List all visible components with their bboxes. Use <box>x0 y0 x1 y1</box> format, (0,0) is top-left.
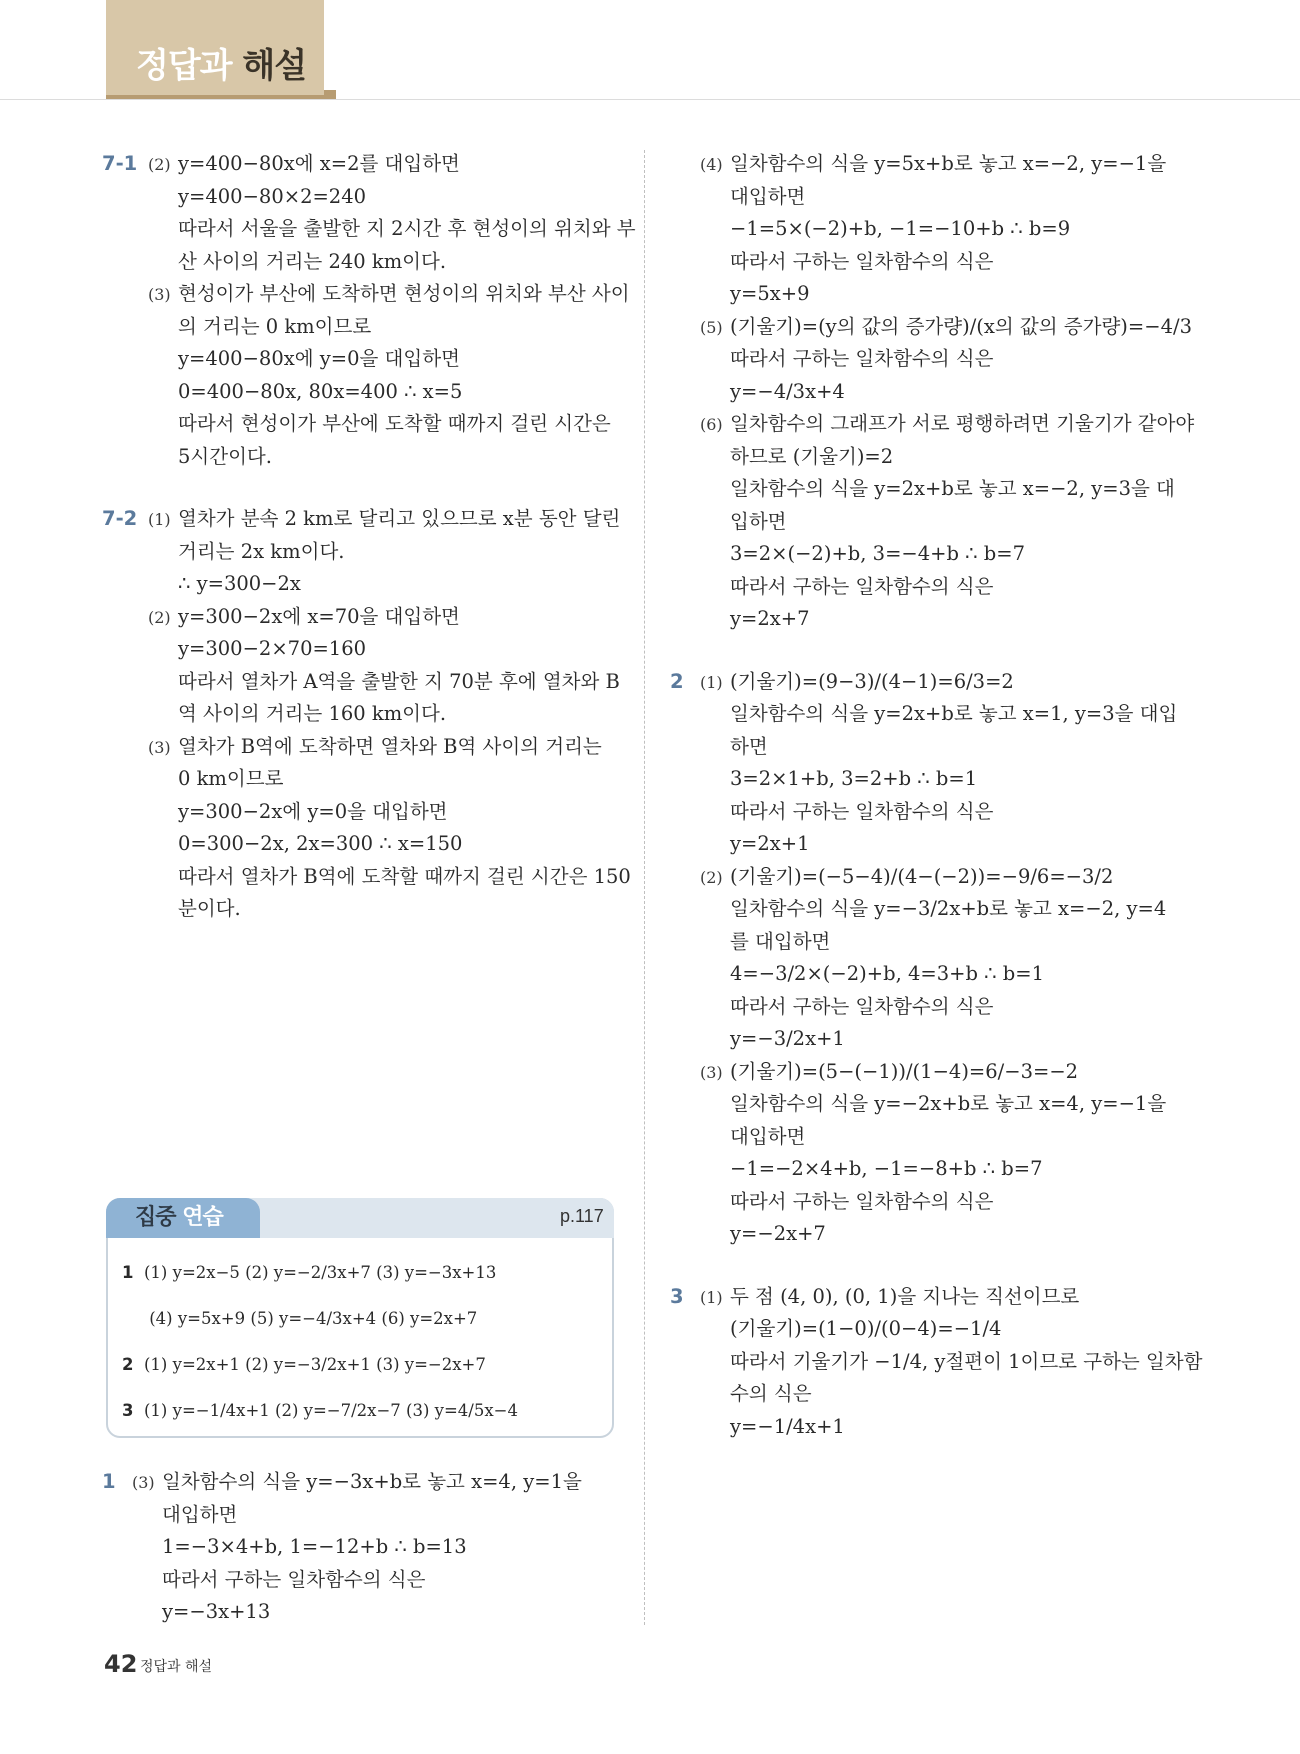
problem-3 <box>670 1281 1203 1444</box>
solution-line <box>670 763 1190 796</box>
solution-text: ∴ y=300−2x <box>178 572 301 595</box>
sub-question-label: (1) <box>148 510 171 529</box>
practice-answer-text: (1) y=−1/4x+1 (2) y=−7/2x−7 (3) y=4/5x−4 <box>144 1401 518 1420</box>
solution-line <box>670 571 1190 604</box>
sub-question-label: (2) <box>700 867 723 887</box>
solution-line <box>670 1023 1190 1056</box>
solution-line <box>102 666 622 699</box>
solution-text: 대입하면 <box>162 1502 238 1526</box>
solution-line <box>670 1218 1190 1251</box>
solution-text: 일차함수의 그래프가 서로 평행하려면 기울기가 같아야 <box>730 412 1195 435</box>
solution-line <box>102 1499 622 1532</box>
solution-text: 1=−3×4+b, 1=−12+b ∴ b=13 <box>162 1535 467 1558</box>
problem-number: 7-2 <box>102 507 138 530</box>
solution-text: y=−3x+13 <box>162 1600 271 1623</box>
solution-line <box>670 1313 1190 1346</box>
solution-text: 3=2×(−2)+b, 3=−4+b ∴ b=7 <box>730 542 1026 565</box>
solution-line <box>670 1153 1190 1186</box>
problem-number: 7-1 <box>102 152 138 175</box>
solution-line <box>670 828 1190 861</box>
page-number: 42 <box>104 1650 138 1678</box>
solution-text: y=−1/4x+1 <box>730 1414 845 1438</box>
solution-text: y=5x+9 <box>730 282 810 305</box>
solution-line <box>102 1596 622 1629</box>
solution-text: 4=−3/2×(−2)+b, 4=3+b ∴ b=1 <box>730 962 1044 985</box>
solution-text: y=2x+7 <box>730 607 810 630</box>
solution-line <box>670 1346 1203 1379</box>
practice-answer-text: (4) y=5x+9 (5) y=−4/3x+4 (6) y=2x+7 <box>144 1309 478 1328</box>
solution-line <box>670 1186 1190 1219</box>
solution-line <box>670 1281 1190 1314</box>
solution-line <box>670 311 1190 344</box>
solution-text: y=2x+1 <box>730 832 810 855</box>
solution-text: (기울기)=(y의 값의 증가량)/(x의 값의 증가량)=−4/3 <box>730 314 1192 338</box>
solution-text: 대입하면 <box>730 184 806 208</box>
solution-text: 일차함수의 식을 y=−3/2x+b로 놓고 x=−2, y=4 <box>730 897 1167 920</box>
solution-line <box>670 731 1190 764</box>
solution-text: 따라서 구하는 일차함수의 식은 <box>730 1189 994 1213</box>
sub-question-label: (2) <box>148 607 171 627</box>
solution-text: 열차가 분속 2 km로 달리고 있으므로 x분 동안 달린 <box>178 507 621 530</box>
solution-text: 0=300−2x, 2x=300 ∴ x=150 <box>178 832 463 855</box>
solution-text: 분이다. <box>178 897 241 920</box>
solution-text: y=−3/2x+1 <box>730 1027 845 1050</box>
solution-text: (기울기)=(−5−4)/(4−(−2))=−9/6=−3/2 <box>730 864 1114 888</box>
problem-number: 1 <box>102 1470 116 1493</box>
solution-text: 따라서 열차가 A역을 출발한 지 70분 후에 열차와 B <box>178 669 620 693</box>
solution-line <box>670 893 1190 926</box>
solution-text: 역 사이의 거리는 160 km이다. <box>178 702 447 725</box>
solution-text: 따라서 서울을 출발한 지 2시간 후 현성이의 위치와 부 <box>178 217 636 240</box>
header-rule <box>0 99 1300 100</box>
solution-line <box>102 893 622 926</box>
problem-number: 2 <box>670 669 684 693</box>
solution-line <box>670 991 1190 1024</box>
solution-line <box>102 213 636 246</box>
solution-line <box>670 408 1195 441</box>
solution-line <box>102 441 622 474</box>
solution-text: 따라서 구하는 일차함수의 식은 <box>730 994 994 1018</box>
solution-line <box>670 246 1190 279</box>
solution-line <box>670 603 1190 636</box>
solution-line <box>102 246 622 279</box>
problem-2 <box>670 666 1190 1251</box>
practice-number: 1 <box>122 1263 134 1282</box>
solution-line <box>670 666 1190 699</box>
solution-text: 따라서 구하는 일차함수의 식은 <box>730 249 994 273</box>
solution-line <box>670 376 1190 409</box>
practice-title <box>135 1200 223 1231</box>
practice-row <box>122 1250 518 1296</box>
sub-question-label: (3) <box>148 737 171 757</box>
solution-text: 의 거리는 0 km이므로 <box>178 314 372 338</box>
solution-line <box>670 343 1190 376</box>
solution-line <box>102 181 622 214</box>
practice-answer-text: (1) y=2x−5 (2) y=−2/3x+7 (3) y=−3x+13 <box>144 1263 497 1282</box>
solution-line <box>670 473 1190 506</box>
solution-text: 를 대입하면 <box>730 929 831 953</box>
solution-text: 일차함수의 식을 y=−3x+b로 놓고 x=4, y=1을 <box>162 1470 582 1493</box>
solution-text: 따라서 구하는 일차함수의 식은 <box>730 347 994 370</box>
solution-text: y=300−2x에 y=0을 대입하면 <box>178 799 448 823</box>
solution-line <box>102 601 622 634</box>
solution-line <box>102 343 622 376</box>
solution-text: y=300−2×70=160 <box>178 637 367 660</box>
solution-line <box>670 926 1190 959</box>
solution-line <box>670 538 1190 571</box>
solution-text: 하므로 (기울기)=2 <box>730 444 894 468</box>
solution-text: (기울기)=(5−(−1))/(1−4)=6/−3=−2 <box>730 1059 1079 1083</box>
solution-text: 일차함수의 식을 y=2x+b로 놓고 x=−2, y=3을 대 <box>730 477 1175 500</box>
solution-line <box>102 828 622 861</box>
sub-question-label: (3) <box>132 1473 155 1492</box>
solution-line <box>102 278 630 311</box>
sub-question-label: (3) <box>148 285 171 304</box>
solution-line <box>670 958 1190 991</box>
sub-question-label: (2) <box>148 155 171 174</box>
solution-text: 거리는 2x km이다. <box>178 539 345 563</box>
practice-row <box>122 1296 518 1342</box>
solution-text: 따라서 구하는 일차함수의 식은 <box>162 1567 426 1591</box>
solution-text: y=400−80x에 y=0을 대입하면 <box>178 347 460 370</box>
page-title-light: 정답과 <box>136 46 232 86</box>
solution-line <box>670 506 1190 539</box>
sub-question-label: (5) <box>700 317 723 337</box>
solution-line <box>102 763 622 796</box>
solution-text: 수의 식은 <box>730 1382 812 1405</box>
solution-line <box>102 1466 622 1499</box>
solution-line <box>102 633 622 666</box>
solution-text: 따라서 구하는 일차함수의 식은 <box>730 574 994 598</box>
practice-title-dark: 집중 <box>135 1205 176 1230</box>
solution-line <box>102 536 622 569</box>
sub-question-label: (1) <box>700 1287 723 1307</box>
solution-line <box>102 1564 622 1597</box>
practice-answer-text: (1) y=2x+1 (2) y=−3/2x+1 (3) y=−2x+7 <box>144 1355 486 1374</box>
practice-row <box>122 1342 518 1388</box>
solution-line <box>670 278 1190 311</box>
solution-text: 따라서 열차가 B역에 도착할 때까지 걸린 시간은 150 <box>178 864 631 888</box>
practice-number: 3 <box>122 1401 134 1420</box>
solution-line <box>670 1056 1190 1089</box>
solution-text: 산 사이의 거리는 240 km이다. <box>178 249 447 273</box>
solution-text: 두 점 (4, 0), (0, 1)을 지나는 직선이므로 <box>730 1284 1080 1308</box>
solution-text: y=−4/3x+4 <box>730 379 845 403</box>
solution-text: (기울기)=(9−3)/(4−1)=6/3=2 <box>730 669 1014 693</box>
problem-1-cont <box>670 148 1195 636</box>
practice-number: 2 <box>122 1355 134 1374</box>
solution-text: −1=5×(−2)+b, −1=−10+b ∴ b=9 <box>730 217 1071 240</box>
problem-7-1 <box>102 148 636 473</box>
solution-line <box>102 731 622 764</box>
problem-1-part3 <box>102 1466 622 1629</box>
solution-line <box>670 1121 1190 1154</box>
solution-line <box>670 1411 1190 1444</box>
solution-text: −1=−2×4+b, −1=−8+b ∴ b=7 <box>730 1157 1043 1180</box>
solution-line <box>102 568 622 601</box>
sub-question-label: (1) <box>700 672 723 692</box>
solution-line <box>670 796 1190 829</box>
solution-line <box>102 408 622 441</box>
solution-text: 따라서 현성이가 부산에 도착할 때까지 걸린 시간은 <box>178 412 611 435</box>
solution-line <box>670 213 1190 246</box>
page-title <box>136 38 306 87</box>
problem-7-2 <box>102 503 631 926</box>
sub-question-label: (3) <box>700 1062 723 1082</box>
problem-number: 3 <box>670 1284 684 1308</box>
solution-line <box>102 796 622 829</box>
solution-text: y=−2x+7 <box>730 1222 826 1245</box>
solution-text: 5시간이다. <box>178 444 272 468</box>
column-divider <box>644 150 645 1625</box>
left-column <box>102 148 636 926</box>
solution-text: 0 km이므로 <box>178 767 284 790</box>
solution-text: y=300−2x에 x=70을 대입하면 <box>178 604 460 628</box>
solution-text: 0=400−80x, 80x=400 ∴ x=5 <box>178 379 463 403</box>
solution-text: 현성이가 부산에 도착하면 현성이의 위치와 부산 사이 <box>178 282 630 305</box>
solution-line <box>102 311 622 344</box>
practice-row <box>122 1388 518 1434</box>
solution-text: y=400−80x에 x=2를 대입하면 <box>178 152 460 175</box>
solution-line <box>670 181 1190 214</box>
solution-text: 일차함수의 식을 y=5x+b로 놓고 x=−2, y=−1을 <box>730 152 1167 175</box>
solution-line <box>670 148 1190 181</box>
solution-text: 따라서 기울기가 −1/4, y절편이 1이므로 구하는 일차함 <box>730 1349 1203 1373</box>
solution-text: 3=2×1+b, 3=2+b ∴ b=1 <box>730 767 978 790</box>
solution-text: 하면 <box>730 734 768 758</box>
left-column-bottom <box>102 1466 622 1629</box>
solution-text: 따라서 구하는 일차함수의 식은 <box>730 799 994 823</box>
practice-title-light: 연습 <box>182 1205 223 1230</box>
solution-line <box>670 698 1190 731</box>
solution-line <box>102 503 622 536</box>
practice-answers <box>122 1250 518 1434</box>
solution-text: 일차함수의 식을 y=2x+b로 놓고 x=1, y=3을 대입 <box>730 702 1178 725</box>
solution-line <box>670 861 1190 894</box>
page-title-dark: 해설 <box>242 46 307 86</box>
solution-line <box>102 861 631 894</box>
solution-text: y=400−80×2=240 <box>178 184 367 208</box>
solution-line <box>102 148 622 181</box>
solution-line <box>102 698 622 731</box>
solution-text: (기울기)=(1−0)/(0−4)=−1/4 <box>730 1317 1002 1340</box>
solution-line <box>670 441 1190 474</box>
solution-text: 일차함수의 식을 y=−2x+b로 놓고 x=4, y=−1을 <box>730 1092 1167 1115</box>
practice-page-ref: p.117 <box>560 1206 604 1226</box>
right-column <box>670 148 1203 1443</box>
sub-question-label: (6) <box>700 415 723 434</box>
footer-label: 정답과 해설 <box>140 1659 213 1675</box>
solution-line <box>102 376 622 409</box>
solution-line <box>670 1088 1190 1121</box>
solution-text: 열차가 B역에 도착하면 열차와 B역 사이의 거리는 <box>178 734 602 758</box>
sub-question-label: (4) <box>700 155 723 174</box>
solution-text: 입하면 <box>730 509 787 533</box>
solution-line <box>670 1378 1190 1411</box>
solution-text: 대입하면 <box>730 1124 806 1148</box>
solution-line <box>102 1531 622 1564</box>
